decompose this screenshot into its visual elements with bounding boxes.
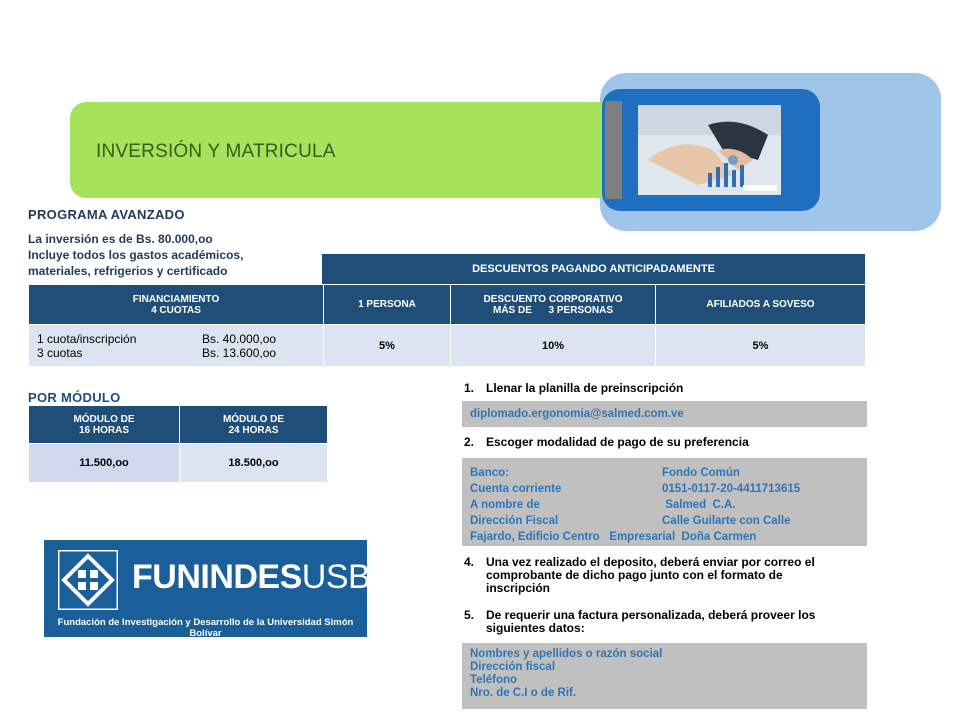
logo-wordmark: FUNINDESUSB (132, 558, 371, 596)
module-16h-header: MÓDULO DE 16 HORAS (29, 406, 180, 444)
financing-header: FINANCIAMIENTO 4 CUOTAS (29, 285, 324, 325)
step-2: 2. Escoger modalidad de pago de su preferencia (464, 435, 749, 449)
affiliates-discount: 5% (656, 325, 866, 367)
module-16h-price: 11.500,oo (29, 444, 180, 483)
invoice-field: Nro. de C.I o de Rif. (470, 687, 577, 699)
business-meeting-photo (638, 105, 781, 195)
bank-address-line: Fajardo, Edificio Centro Empresarial Doña Carmen (470, 531, 757, 543)
affiliates-header: AFILIADOS A SOVESO (656, 285, 866, 325)
module-table (28, 405, 328, 483)
bank-row: Dirección Fiscal Calle Guilarte con Calle (470, 515, 791, 527)
step-5: 5. De requerir una factura personalizada, deberá proveer los siguientes datos: (464, 608, 816, 635)
intro-line: materiales, refrigerios y certificado (28, 264, 228, 278)
invoice-fields (462, 643, 867, 709)
intro-line: La inversión es de Bs. 80.000,oo (28, 232, 213, 246)
payment-options: 1 cuota/inscripción Bs. 40.000,oo 3 cuotas Bs. 13.600,oo (29, 325, 324, 367)
discounts-title: DESCUENTOS PAGANDO ANTICIPADAMENTE (322, 254, 865, 284)
corporate-discount: 10% (451, 325, 656, 367)
bank-details (462, 458, 867, 546)
bank-row: Cuenta corriente 0151-0117-20-4411713615 (470, 483, 801, 495)
step-4: 4. Una vez realizado el deposito, deberá enviar por correo el comprobante de dicho pago junto con el formato de inscripción (464, 555, 815, 595)
program-heading: PROGRAMA AVANZADO (28, 207, 185, 222)
financing-table (28, 284, 866, 367)
module-24h-price: 18.500,oo (180, 444, 328, 483)
module-24h-header: MÓDULO DE 24 HORAS (180, 406, 328, 444)
corporate-header: DESCUENTO CORPORATIVO MÁS DE 3 PERSONAS (451, 285, 656, 325)
one-person-header: 1 PERSONA (324, 285, 451, 325)
invoice-field: Dirección fiscal (470, 661, 556, 673)
module-heading: POR MÓDULO (28, 390, 121, 405)
invoice-field: Teléfono (470, 674, 518, 686)
page-title: INVERSIÓN Y MATRICULA (96, 141, 336, 162)
email-link[interactable]: diplomado.ergonomia@salmed.com.ve (462, 401, 867, 427)
intro-line: Incluye todos los gastos académicos, (28, 248, 244, 262)
funindes-emblem-icon (58, 550, 118, 610)
step-1: 1. Llenar la planilla de preinscripción (464, 381, 684, 395)
one-person-discount: 5% (324, 325, 451, 367)
banner-divider (605, 101, 622, 199)
program-intro (28, 231, 243, 279)
logo-subtitle: Fundación de Investigación y Desarrollo de la Universidad Simón Bolívar (57, 617, 354, 639)
bank-row: A nombre de Salmed C.A. (470, 499, 736, 511)
invoice-field: Nombres y apellidos o razón social (470, 648, 663, 660)
funindes-logo (44, 540, 371, 639)
bank-row: Banco: Fondo Común (470, 467, 740, 479)
